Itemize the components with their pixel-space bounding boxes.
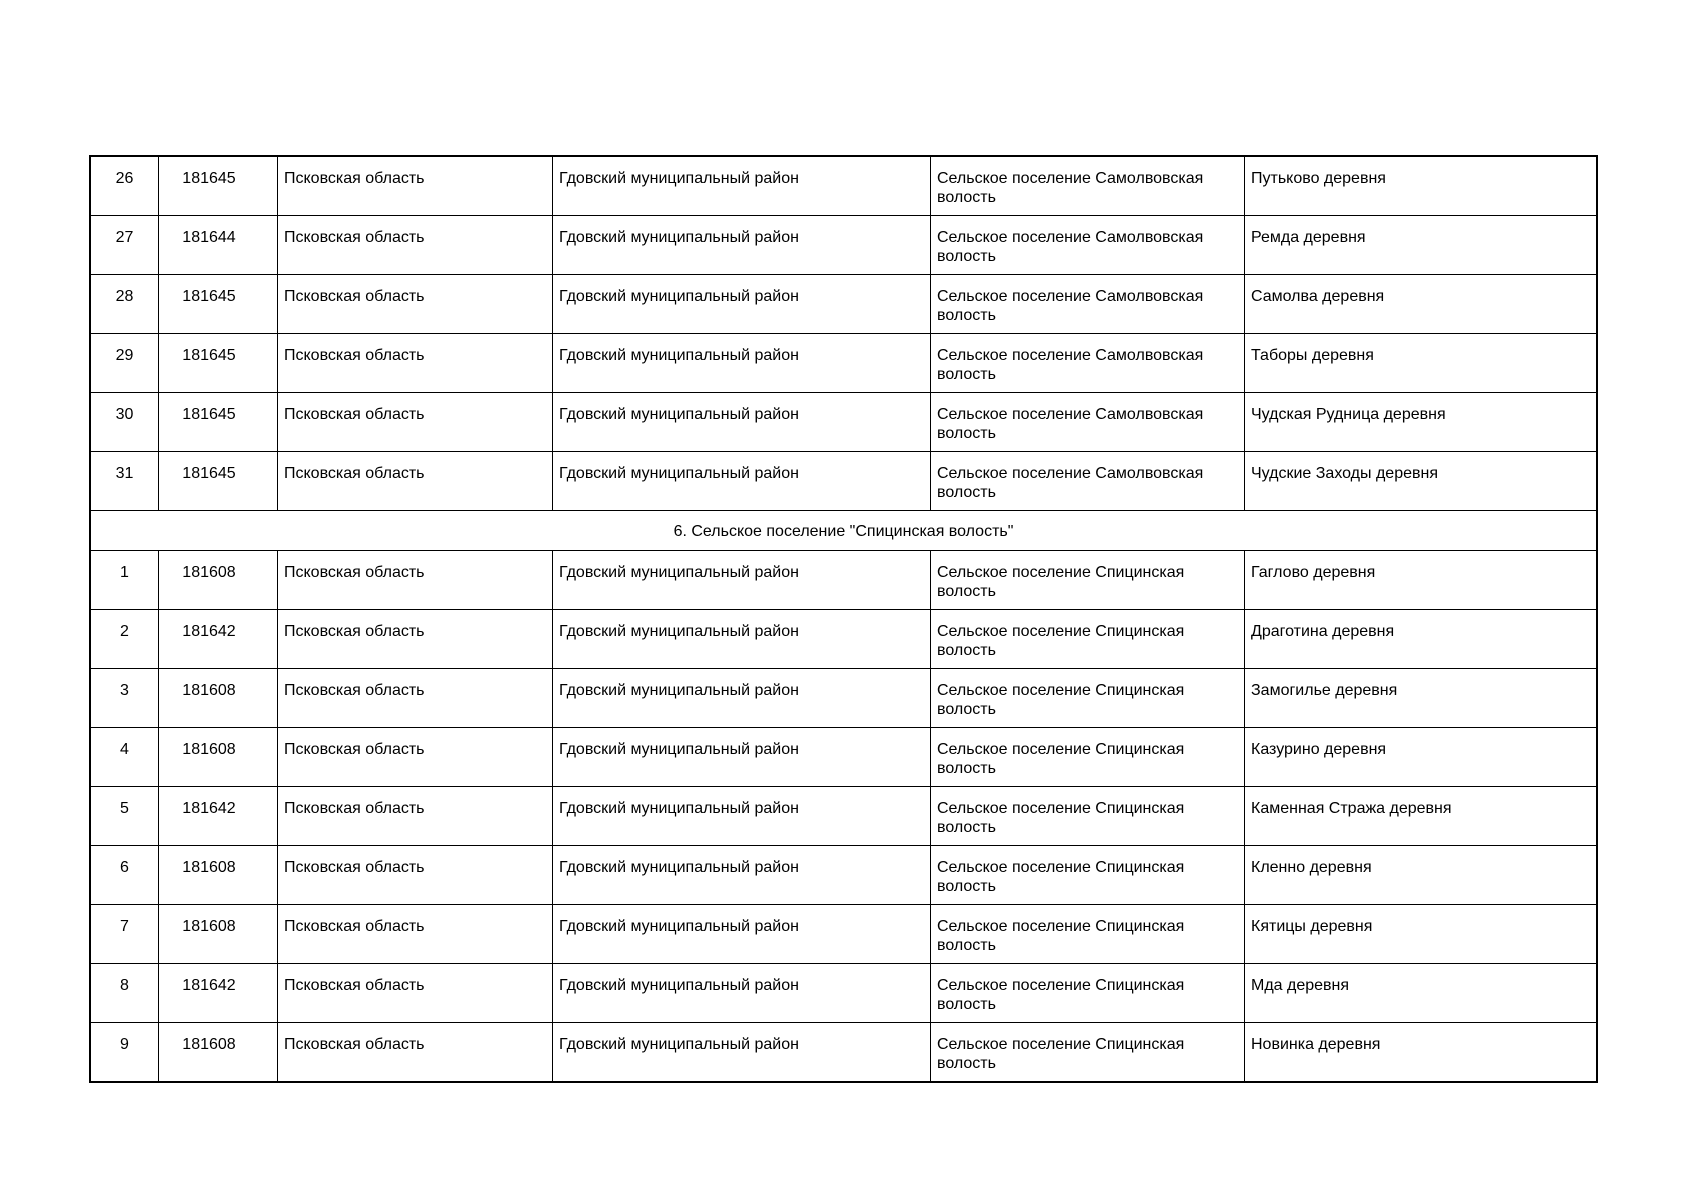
locality-cell: Драготина деревня: [1245, 610, 1597, 669]
postal-index-cell: 181608: [159, 551, 278, 610]
region-cell: Псковская область: [278, 551, 553, 610]
locality-cell: Путьково деревня: [1245, 157, 1597, 216]
postal-index-cell: 181645: [159, 275, 278, 334]
table-row: [91, 1023, 1597, 1082]
locality-cell: Чудская Рудница деревня: [1245, 393, 1597, 452]
table-row: [91, 275, 1597, 334]
district-cell: Гдовский муниципальный район: [553, 551, 931, 610]
district-cell: Гдовский муниципальный район: [553, 393, 931, 452]
row-number-cell: 26: [91, 157, 159, 216]
region-cell: Псковская область: [278, 157, 553, 216]
settlement-cell: Сельское поселение Спицинская волость: [931, 905, 1245, 964]
section-header-row: [91, 511, 1597, 551]
section-title: 6. Сельское поселение "Спицинская волость": [91, 511, 1597, 551]
locality-cell: Замогилье деревня: [1245, 669, 1597, 728]
settlements-table: [90, 156, 1597, 1082]
region-cell: Псковская область: [278, 393, 553, 452]
postal-index-cell: 181608: [159, 1023, 278, 1082]
region-cell: Псковская область: [278, 728, 553, 787]
row-number-cell: 29: [91, 334, 159, 393]
region-cell: Псковская область: [278, 964, 553, 1023]
table-row: [91, 905, 1597, 964]
settlement-cell: Сельское поселение Самолвовская волость: [931, 216, 1245, 275]
row-number-cell: 27: [91, 216, 159, 275]
settlement-cell: Сельское поселение Спицинская волость: [931, 669, 1245, 728]
row-number-cell: 3: [91, 669, 159, 728]
district-cell: Гдовский муниципальный район: [553, 610, 931, 669]
district-cell: Гдовский муниципальный район: [553, 334, 931, 393]
region-cell: Псковская область: [278, 452, 553, 511]
postal-index-cell: 181608: [159, 846, 278, 905]
district-cell: Гдовский муниципальный район: [553, 1023, 931, 1082]
settlement-cell: Сельское поселение Спицинская волость: [931, 1023, 1245, 1082]
table-row: [91, 551, 1597, 610]
locality-cell: Самолва деревня: [1245, 275, 1597, 334]
settlement-cell: Сельское поселение Самолвовская волость: [931, 334, 1245, 393]
postal-index-cell: 181645: [159, 452, 278, 511]
locality-cell: Кятицы деревня: [1245, 905, 1597, 964]
settlement-cell: Сельское поселение Спицинская волость: [931, 787, 1245, 846]
region-cell: Псковская область: [278, 216, 553, 275]
region-cell: Псковская область: [278, 610, 553, 669]
district-cell: Гдовский муниципальный район: [553, 905, 931, 964]
region-cell: Псковская область: [278, 669, 553, 728]
table-row: [91, 334, 1597, 393]
postal-index-cell: 181645: [159, 393, 278, 452]
table-row: [91, 393, 1597, 452]
settlement-cell: Сельское поселение Самолвовская волость: [931, 393, 1245, 452]
table-row: [91, 157, 1597, 216]
row-number-cell: 6: [91, 846, 159, 905]
table-row: [91, 846, 1597, 905]
postal-index-cell: 181642: [159, 964, 278, 1023]
district-cell: Гдовский муниципальный район: [553, 787, 931, 846]
table-row: [91, 610, 1597, 669]
region-cell: Псковская область: [278, 905, 553, 964]
row-number-cell: 28: [91, 275, 159, 334]
settlement-cell: Сельское поселение Спицинская волость: [931, 610, 1245, 669]
row-number-cell: 30: [91, 393, 159, 452]
region-cell: Псковская область: [278, 846, 553, 905]
region-cell: Псковская область: [278, 334, 553, 393]
table-row: [91, 787, 1597, 846]
postal-index-cell: 181644: [159, 216, 278, 275]
district-cell: Гдовский муниципальный район: [553, 964, 931, 1023]
row-number-cell: 5: [91, 787, 159, 846]
district-cell: Гдовский муниципальный район: [553, 452, 931, 511]
district-cell: Гдовский муниципальный район: [553, 846, 931, 905]
district-cell: Гдовский муниципальный район: [553, 275, 931, 334]
table-row: [91, 669, 1597, 728]
postal-index-cell: 181645: [159, 157, 278, 216]
row-number-cell: 2: [91, 610, 159, 669]
row-number-cell: 4: [91, 728, 159, 787]
table-row: [91, 964, 1597, 1023]
row-number-cell: 1: [91, 551, 159, 610]
region-cell: Псковская область: [278, 787, 553, 846]
locality-cell: Новинка деревня: [1245, 1023, 1597, 1082]
settlement-cell: Сельское поселение Спицинская волость: [931, 964, 1245, 1023]
locality-cell: Каменная Стража деревня: [1245, 787, 1597, 846]
district-cell: Гдовский муниципальный район: [553, 216, 931, 275]
row-number-cell: 31: [91, 452, 159, 511]
locality-cell: Ремда деревня: [1245, 216, 1597, 275]
district-cell: Гдовский муниципальный район: [553, 669, 931, 728]
postal-index-cell: 181608: [159, 669, 278, 728]
locality-cell: Мда деревня: [1245, 964, 1597, 1023]
locality-cell: Казурино деревня: [1245, 728, 1597, 787]
district-cell: Гдовский муниципальный район: [553, 157, 931, 216]
locality-cell: Чудские Заходы деревня: [1245, 452, 1597, 511]
table-row: [91, 452, 1597, 511]
locality-cell: Кленно деревня: [1245, 846, 1597, 905]
settlement-cell: Сельское поселение Спицинская волость: [931, 551, 1245, 610]
table-row: [91, 216, 1597, 275]
region-cell: Псковская область: [278, 1023, 553, 1082]
table-row: [91, 728, 1597, 787]
settlement-cell: Сельское поселение Спицинская волость: [931, 846, 1245, 905]
row-number-cell: 9: [91, 1023, 159, 1082]
row-number-cell: 7: [91, 905, 159, 964]
settlement-cell: Сельское поселение Самолвовская волость: [931, 157, 1245, 216]
district-cell: Гдовский муниципальный район: [553, 728, 931, 787]
settlement-cell: Сельское поселение Спицинская волость: [931, 728, 1245, 787]
postal-index-cell: 181645: [159, 334, 278, 393]
row-number-cell: 8: [91, 964, 159, 1023]
postal-index-cell: 181642: [159, 787, 278, 846]
region-cell: Псковская область: [278, 275, 553, 334]
locality-cell: Таборы деревня: [1245, 334, 1597, 393]
postal-index-cell: 181608: [159, 905, 278, 964]
settlement-cell: Сельское поселение Самолвовская волость: [931, 452, 1245, 511]
postal-index-cell: 181608: [159, 728, 278, 787]
locality-cell: Гаглово деревня: [1245, 551, 1597, 610]
settlement-cell: Сельское поселение Самолвовская волость: [931, 275, 1245, 334]
postal-index-cell: 181642: [159, 610, 278, 669]
